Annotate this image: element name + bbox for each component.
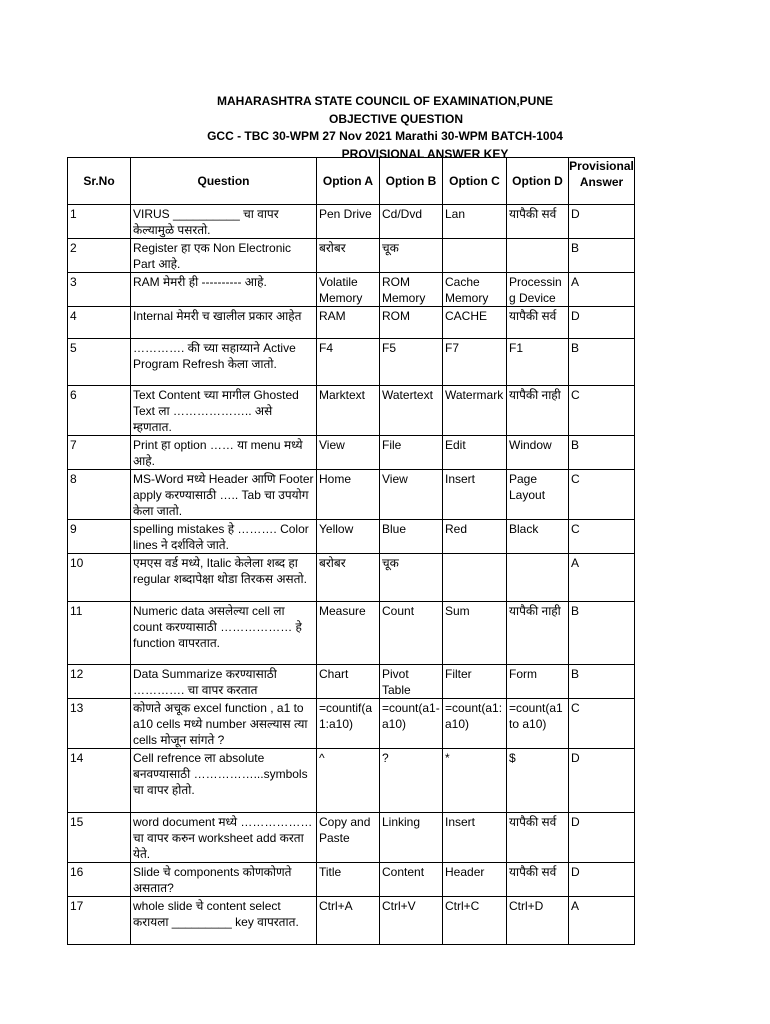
row-option-a: F4	[317, 339, 380, 386]
row-option-a: Title	[317, 863, 380, 897]
row-option-b: Linking	[380, 813, 443, 863]
row-question: Slide चे components कोणकोणते असतात?	[131, 863, 317, 897]
table-header-row	[68, 158, 635, 205]
table-row	[68, 436, 635, 470]
row-option-d: Ctrl+D	[507, 897, 569, 945]
row-option-a: View	[317, 436, 380, 470]
row-option-b: ROM Memory	[380, 273, 443, 307]
row-option-c: =count(a1:a10)	[443, 699, 507, 749]
row-option-a: बरोबर	[317, 554, 380, 602]
row-answer: C	[569, 470, 635, 520]
row-srno: 9	[68, 520, 131, 554]
row-option-d: Page Layout	[507, 470, 569, 520]
row-option-d	[507, 554, 569, 602]
row-srno: 17	[68, 897, 131, 945]
row-question: RAM मेमरी ही ---------- आहे.	[131, 273, 317, 307]
row-srno: 16	[68, 863, 131, 897]
row-srno: 6	[68, 386, 131, 436]
row-question: VIRUS __________ चा वापर केल्यामुळे पसरतो.	[131, 205, 317, 239]
row-option-b: View	[380, 470, 443, 520]
row-option-d: यापैकी नाही	[507, 602, 569, 665]
row-answer: B	[569, 436, 635, 470]
row-question: कोणते अचूक excel function , a1 to a10 cells मध्ये number असल्यास त्या cells मोजून सांगते ?	[131, 699, 317, 749]
row-option-c: F7	[443, 339, 507, 386]
row-option-b: ROM	[380, 307, 443, 339]
row-option-a: Ctrl+A	[317, 897, 380, 945]
table-row	[68, 239, 635, 273]
row-option-d: यापैकी नाही	[507, 386, 569, 436]
row-answer: D	[569, 749, 635, 813]
row-option-a: Pen Drive	[317, 205, 380, 239]
row-srno: 1	[68, 205, 131, 239]
row-answer: A	[569, 554, 635, 602]
row-option-d: Processing Device	[507, 273, 569, 307]
row-option-b: चूक	[380, 554, 443, 602]
council-title: MAHARASHTRA STATE COUNCIL OF EXAMINATION,PUNE	[217, 94, 553, 108]
row-answer: B	[569, 339, 635, 386]
row-option-a: Home	[317, 470, 380, 520]
row-option-c: Insert	[443, 470, 507, 520]
row-question: …………. की च्या सहाय्याने Active Program Refresh केला जातो.	[131, 339, 317, 386]
table-row	[68, 273, 635, 307]
exam-details: GCC - TBC 30-WPM 27 Nov 2021 Marathi 30-WPM BATCH-1004	[207, 129, 563, 143]
table-row	[68, 813, 635, 863]
row-option-b: F5	[380, 339, 443, 386]
row-option-c: Filter	[443, 665, 507, 699]
row-answer: C	[569, 699, 635, 749]
row-question: Numeric data असलेल्या cell ला count करण्यासाठी ……………… हे function वापरतात.	[131, 602, 317, 665]
table-row	[68, 386, 635, 436]
row-option-b: ?	[380, 749, 443, 813]
row-option-c	[443, 554, 507, 602]
row-option-b: Count	[380, 602, 443, 665]
row-srno: 4	[68, 307, 131, 339]
row-answer: B	[569, 239, 635, 273]
row-option-a: Marktext	[317, 386, 380, 436]
row-option-a: Copy and Paste	[317, 813, 380, 863]
row-option-b: =count(a1-a10)	[380, 699, 443, 749]
row-option-b: Blue	[380, 520, 443, 554]
table-row	[68, 307, 635, 339]
row-option-c: Watermark	[443, 386, 507, 436]
row-answer: D	[569, 307, 635, 339]
column-header-option-d: Option D	[507, 158, 569, 205]
row-question: Data Summarize करण्यासाठी …………. चा वापर करतात	[131, 665, 317, 699]
column-header-option-c: Option C	[443, 158, 507, 205]
row-option-b: Content	[380, 863, 443, 897]
row-srno: 12	[68, 665, 131, 699]
row-option-c: Header	[443, 863, 507, 897]
row-option-b: Cd/Dvd	[380, 205, 443, 239]
row-option-b: File	[380, 436, 443, 470]
row-srno: 7	[68, 436, 131, 470]
column-header-question: Question	[131, 158, 317, 205]
row-answer: D	[569, 863, 635, 897]
row-option-d: =count(a1 to a10)	[507, 699, 569, 749]
row-option-c: Red	[443, 520, 507, 554]
row-option-a: Yellow	[317, 520, 380, 554]
row-srno: 14	[68, 749, 131, 813]
answer-key-table	[67, 157, 635, 945]
column-header-option-a: Option A	[317, 158, 380, 205]
row-option-d: $	[507, 749, 569, 813]
row-option-b: चूक	[380, 239, 443, 273]
row-srno: 3	[68, 273, 131, 307]
row-option-d: Window	[507, 436, 569, 470]
table-row	[68, 520, 635, 554]
row-option-b: Watertext	[380, 386, 443, 436]
row-option-d: Black	[507, 520, 569, 554]
row-option-c: Ctrl+C	[443, 897, 507, 945]
column-header-srno: Sr.No	[68, 158, 131, 205]
row-question: Cell refrence ला absolute बनवण्यासाठी ……………...symbols चा वापर होतो.	[131, 749, 317, 813]
row-answer: B	[569, 665, 635, 699]
row-option-c: Cache Memory	[443, 273, 507, 307]
row-option-c: *	[443, 749, 507, 813]
table-row	[68, 665, 635, 699]
row-question: एमएस वर्ड मध्ये, Italic केलेला शब्द हा regular शब्दापेक्षा थोडा तिरकस असतो.	[131, 554, 317, 602]
row-question: MS-Word मध्ये Header आणि Footer apply करण्यासाठी ….. Tab चा उपयोग केला जातो.	[131, 470, 317, 520]
row-option-c: Edit	[443, 436, 507, 470]
row-srno: 8	[68, 470, 131, 520]
row-question: whole slide चे content select करायला _________ key वापरतात.	[131, 897, 317, 945]
row-srno: 11	[68, 602, 131, 665]
table-row	[68, 602, 635, 665]
document-type: OBJECTIVE QUESTION	[328, 111, 464, 126]
row-question: Register हा एक Non Electronic Part आहे.	[131, 239, 317, 273]
row-answer: D	[569, 813, 635, 863]
row-option-c: Lan	[443, 205, 507, 239]
row-question: Text Content च्या मागील Ghosted Text ला ……………….. असे म्हणतात.	[131, 386, 317, 436]
table-row	[68, 339, 635, 386]
row-question: Print हा option …… या menu मध्ये आहे.	[131, 436, 317, 470]
table-row	[68, 470, 635, 520]
row-option-c: Insert	[443, 813, 507, 863]
row-question: Internal मेमरी च खालील प्रकार आहेत	[131, 307, 317, 339]
column-header-answer: Provisional Answer	[569, 158, 635, 205]
row-option-a: Chart	[317, 665, 380, 699]
answer-key-title: PROVISIONAL ANSWER KEY	[341, 146, 509, 161]
row-srno: 15	[68, 813, 131, 863]
row-answer: B	[569, 602, 635, 665]
row-answer: D	[569, 205, 635, 239]
table-row	[68, 205, 635, 239]
row-option-c: Sum	[443, 602, 507, 665]
row-answer: A	[569, 273, 635, 307]
document-header	[0, 93, 770, 163]
row-option-a: =countif(a1:a10)	[317, 699, 380, 749]
row-answer: C	[569, 520, 635, 554]
row-answer: A	[569, 897, 635, 945]
row-option-d: यापैकी सर्व	[507, 863, 569, 897]
table-row	[68, 699, 635, 749]
row-option-a: RAM	[317, 307, 380, 339]
row-option-a: बरोबर	[317, 239, 380, 273]
row-srno: 10	[68, 554, 131, 602]
row-option-b: Pivot Table	[380, 665, 443, 699]
row-srno: 13	[68, 699, 131, 749]
column-header-option-b: Option B	[380, 158, 443, 205]
table-row	[68, 897, 635, 945]
row-option-c: CACHE	[443, 307, 507, 339]
row-option-d: यापैकी सर्व	[507, 307, 569, 339]
row-option-c	[443, 239, 507, 273]
row-option-d: यापैकी सर्व	[507, 813, 569, 863]
row-srno: 5	[68, 339, 131, 386]
row-option-d: यापैकी सर्व	[507, 205, 569, 239]
row-option-d: F1	[507, 339, 569, 386]
row-option-a: ^	[317, 749, 380, 813]
row-option-a: Measure	[317, 602, 380, 665]
table-row	[68, 863, 635, 897]
table-row	[68, 554, 635, 602]
row-question: spelling mistakes हे ………. Color lines ने दर्शविले जाते.	[131, 520, 317, 554]
row-question: word document मध्ये ……………… चा वापर करुन worksheet add करता येते.	[131, 813, 317, 863]
row-option-b: Ctrl+V	[380, 897, 443, 945]
row-srno: 2	[68, 239, 131, 273]
row-option-a: Volatile Memory	[317, 273, 380, 307]
row-option-d: Form	[507, 665, 569, 699]
table-row	[68, 749, 635, 813]
row-option-d	[507, 239, 569, 273]
row-answer: C	[569, 386, 635, 436]
